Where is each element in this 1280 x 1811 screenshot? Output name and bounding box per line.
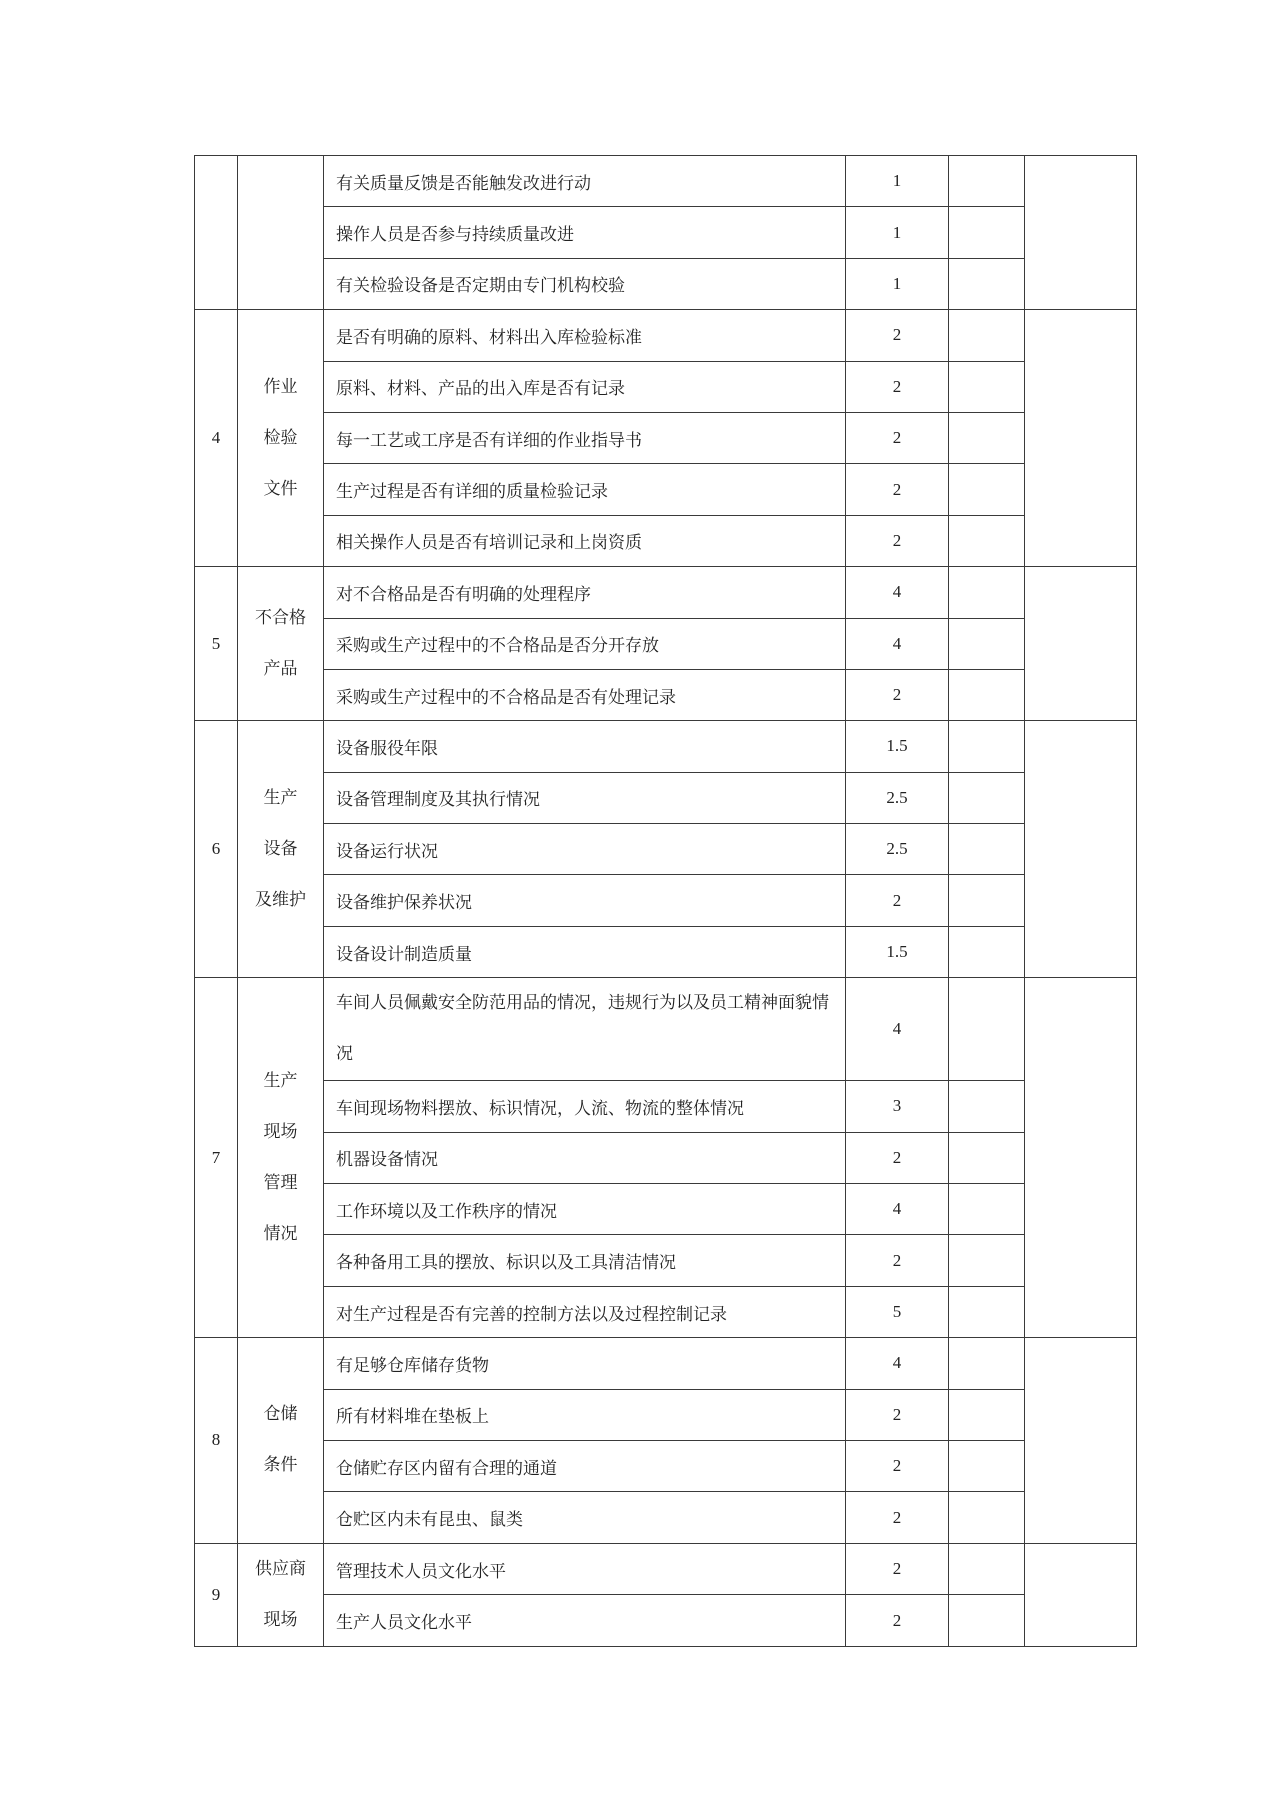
- actual-score-cell[interactable]: [949, 1235, 1025, 1286]
- criterion-text: 仓贮区内未有昆虫、鼠类: [324, 1492, 846, 1543]
- table-row: [195, 1081, 1137, 1132]
- group-category: [238, 978, 324, 1338]
- group-category: [238, 1543, 324, 1646]
- category-line: 不合格: [255, 607, 306, 628]
- table-row: [195, 1338, 1137, 1389]
- actual-score-cell[interactable]: [949, 824, 1025, 875]
- table-row: [195, 1543, 1137, 1595]
- group-remark-cell[interactable]: [1025, 1543, 1137, 1646]
- group-number: 4: [195, 310, 238, 567]
- actual-score-cell[interactable]: [949, 464, 1025, 515]
- criterion-text: 所有材料堆在垫板上: [324, 1389, 846, 1440]
- max-score: 1: [846, 156, 949, 207]
- table-row: [195, 258, 1137, 309]
- table-row: [195, 1235, 1137, 1286]
- table-row: [195, 1492, 1137, 1543]
- category-line: 文件: [263, 478, 298, 499]
- table-row: [195, 772, 1137, 823]
- criterion-text: 设备管理制度及其执行情况: [324, 772, 846, 823]
- actual-score-cell[interactable]: [949, 1338, 1025, 1389]
- criterion-text: 采购或生产过程中的不合格品是否有处理记录: [324, 669, 846, 720]
- max-score: 1: [846, 207, 949, 258]
- category-line: 作业: [263, 376, 298, 397]
- max-score: 2: [846, 412, 949, 463]
- group-category: [238, 1338, 324, 1544]
- actual-score-cell[interactable]: [949, 361, 1025, 412]
- actual-score-cell[interactable]: [949, 1286, 1025, 1337]
- criterion-text: 设备服役年限: [324, 721, 846, 772]
- max-score: 4: [846, 1338, 949, 1389]
- max-score: 2: [846, 1543, 949, 1595]
- max-score: 1.5: [846, 926, 949, 977]
- actual-score-cell[interactable]: [949, 618, 1025, 669]
- category-line: 供应商: [255, 1558, 306, 1579]
- criterion-text: 相关操作人员是否有培训记录和上岗资质: [324, 515, 846, 566]
- group-remark-cell[interactable]: [1025, 721, 1137, 978]
- max-score: 2: [846, 875, 949, 926]
- group-category: [238, 310, 324, 567]
- criterion-text: 车间现场物料摆放、标识情况，人流、物流的整体情况: [324, 1081, 846, 1132]
- criterion-text: 有足够仓库储存货物: [324, 1338, 846, 1389]
- criterion-text: 原料、材料、产品的出入库是否有记录: [324, 361, 846, 412]
- criterion-text: 机器设备情况: [324, 1132, 846, 1183]
- criterion-text: 是否有明确的原料、材料出入库检验标准: [324, 310, 846, 361]
- evaluation-table: [194, 155, 1137, 1647]
- criterion-text: 有关检验设备是否定期由专门机构校验: [324, 258, 846, 309]
- table-row: [195, 310, 1137, 361]
- actual-score-cell[interactable]: [949, 1595, 1025, 1647]
- max-score: 4: [846, 567, 949, 618]
- category-line: 条件: [263, 1455, 298, 1476]
- actual-score-cell[interactable]: [949, 1184, 1025, 1235]
- category-line: 及维护: [255, 889, 306, 910]
- criterion-text: 仓储贮存区内留有合理的通道: [324, 1440, 846, 1491]
- criterion-text: 操作人员是否参与持续质量改进: [324, 207, 846, 258]
- actual-score-cell[interactable]: [949, 1492, 1025, 1543]
- max-score: 4: [846, 618, 949, 669]
- group-number: 9: [195, 1543, 238, 1646]
- max-score: 4: [846, 978, 949, 1081]
- group-remark-cell[interactable]: [1025, 156, 1137, 310]
- criterion-text: 采购或生产过程中的不合格品是否分开存放: [324, 618, 846, 669]
- actual-score-cell[interactable]: [949, 156, 1025, 207]
- category-line: 管理: [263, 1172, 298, 1193]
- category-line: 仓储: [263, 1404, 298, 1425]
- actual-score-cell[interactable]: [949, 875, 1025, 926]
- group-category: [238, 721, 324, 978]
- criterion-text: 设备设计制造质量: [324, 926, 846, 977]
- evaluation-table-body: [195, 156, 1137, 1647]
- max-score: 2: [846, 1389, 949, 1440]
- max-score: 2: [846, 1235, 949, 1286]
- table-row: [195, 1132, 1137, 1183]
- table-row: [195, 1440, 1137, 1491]
- table-row: [195, 721, 1137, 772]
- category-line: 生产: [263, 787, 298, 808]
- max-score: 2: [846, 310, 949, 361]
- actual-score-cell[interactable]: [949, 207, 1025, 258]
- table-row: [195, 669, 1137, 720]
- criterion-text: 管理技术人员文化水平: [324, 1543, 846, 1595]
- actual-score-cell[interactable]: [949, 926, 1025, 977]
- max-score: 2.5: [846, 772, 949, 823]
- criterion-text: 生产过程是否有详细的质量检验记录: [324, 464, 846, 515]
- max-score: 3: [846, 1081, 949, 1132]
- actual-score-cell[interactable]: [949, 1081, 1025, 1132]
- table-row: [195, 361, 1137, 412]
- actual-score-cell[interactable]: [949, 1132, 1025, 1183]
- group-number: 8: [195, 1338, 238, 1544]
- actual-score-cell[interactable]: [949, 669, 1025, 720]
- category-line: 产品: [263, 658, 298, 679]
- actual-score-cell[interactable]: [949, 567, 1025, 618]
- max-score: 2: [846, 515, 949, 566]
- max-score: 2: [846, 464, 949, 515]
- actual-score-cell[interactable]: [949, 1389, 1025, 1440]
- max-score: 2: [846, 1440, 949, 1491]
- actual-score-cell[interactable]: [949, 412, 1025, 463]
- group-remark-cell[interactable]: [1025, 978, 1137, 1338]
- category-line: 检验: [263, 427, 298, 448]
- actual-score-cell[interactable]: [949, 515, 1025, 566]
- category-line: 设备: [263, 838, 298, 859]
- group-number: [195, 156, 238, 310]
- table-row: [195, 618, 1137, 669]
- table-row: [195, 464, 1137, 515]
- criterion-text: 设备运行状况: [324, 824, 846, 875]
- max-score: 2.5: [846, 824, 949, 875]
- category-line: 现场: [263, 1121, 298, 1142]
- max-score: 1.5: [846, 721, 949, 772]
- table-row: [195, 875, 1137, 926]
- criterion-text: 工作环境以及工作秩序的情况: [324, 1184, 846, 1235]
- criterion-text: 对生产过程是否有完善的控制方法以及过程控制记录: [324, 1286, 846, 1337]
- max-score: 2: [846, 1132, 949, 1183]
- criterion-text: 有关质量反馈是否能触发改进行动: [324, 156, 846, 207]
- table-row: [195, 1184, 1137, 1235]
- category-line: 情况: [263, 1223, 298, 1244]
- group-remark-cell[interactable]: [1025, 567, 1137, 721]
- actual-score-cell[interactable]: [949, 772, 1025, 823]
- criterion-text: 车间人员佩戴安全防范用品的情况，违规行为以及员工精神面貌情况: [324, 978, 846, 1081]
- table-row: [195, 978, 1137, 1081]
- group-category: [238, 156, 324, 310]
- group-category: [238, 567, 324, 721]
- max-score: 2: [846, 1595, 949, 1647]
- actual-score-cell[interactable]: [949, 310, 1025, 361]
- group-remark-cell[interactable]: [1025, 1338, 1137, 1544]
- max-score: 2: [846, 669, 949, 720]
- table-row: [195, 567, 1137, 618]
- actual-score-cell[interactable]: [949, 1440, 1025, 1491]
- table-row: [195, 926, 1137, 977]
- table-row: [195, 515, 1137, 566]
- max-score: 2: [846, 1492, 949, 1543]
- category-line: 现场: [263, 1609, 298, 1630]
- criterion-text: 生产人员文化水平: [324, 1595, 846, 1647]
- table-row: [195, 207, 1137, 258]
- actual-score-cell[interactable]: [949, 978, 1025, 1081]
- max-score: 2: [846, 361, 949, 412]
- table-row: [195, 1389, 1137, 1440]
- table-row: [195, 156, 1137, 207]
- max-score: 5: [846, 1286, 949, 1337]
- criterion-text: 对不合格品是否有明确的处理程序: [324, 567, 846, 618]
- criterion-text: 各种备用工具的摆放、标识以及工具清洁情况: [324, 1235, 846, 1286]
- table-row: [195, 824, 1137, 875]
- group-number: 5: [195, 567, 238, 721]
- criterion-text: 每一工艺或工序是否有详细的作业指导书: [324, 412, 846, 463]
- criterion-text: 设备维护保养状况: [324, 875, 846, 926]
- group-number: 6: [195, 721, 238, 978]
- group-remark-cell[interactable]: [1025, 310, 1137, 567]
- actual-score-cell[interactable]: [949, 1543, 1025, 1595]
- table-row: [195, 412, 1137, 463]
- max-score: 4: [846, 1184, 949, 1235]
- category-line: 生产: [263, 1070, 298, 1091]
- max-score: 1: [846, 258, 949, 309]
- actual-score-cell[interactable]: [949, 721, 1025, 772]
- group-number: 7: [195, 978, 238, 1338]
- table-row: [195, 1286, 1137, 1337]
- actual-score-cell[interactable]: [949, 258, 1025, 309]
- table-row: [195, 1595, 1137, 1647]
